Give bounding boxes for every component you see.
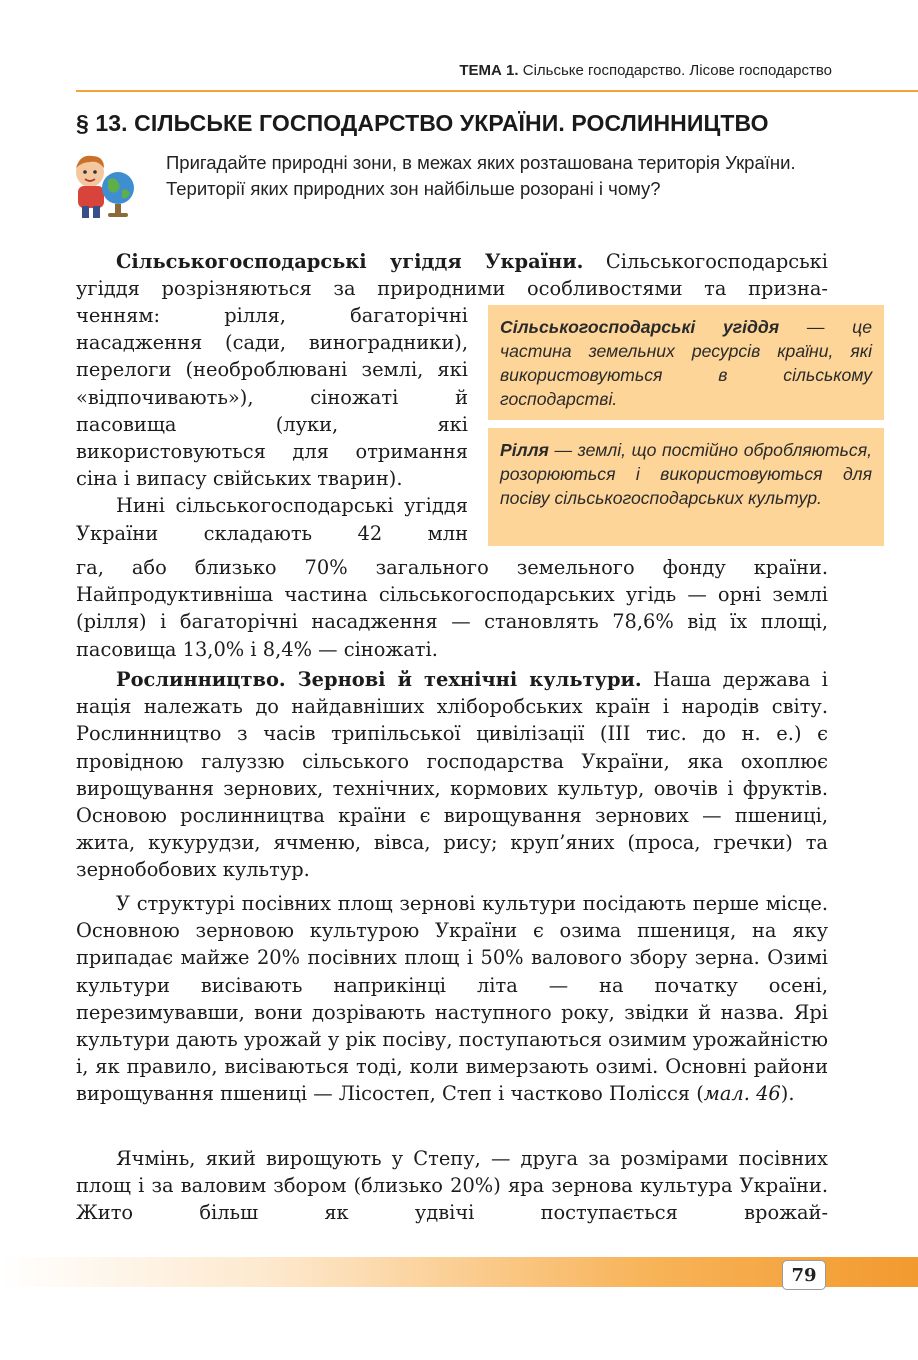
paragraph-1-lead-text: Сільськогосподарські угіддя розрізняються за природними особливостями та призна- xyxy=(76,250,828,301)
header-divider xyxy=(76,90,918,92)
topic-number: ТЕМА 1. xyxy=(459,62,519,79)
heading-agricultural-land: Сільськогосподарські угіддя України. xyxy=(116,250,584,273)
paragraph-3 xyxy=(76,890,828,1108)
paragraph-2 xyxy=(76,666,828,884)
paragraph-1-column-text: ченням: рілля, багаторічні насадження (сади, виноградники), перелоги (необроблювані землі, які «відпочивають»), сіножаті й пасовища (луки, які використовуються для отримання сіна і випасу свійських тварин). xyxy=(76,304,468,491)
paragraph-4-text: Ячмінь, який вирощують у Степу, — друга за розмірами посівних площ і за валовим збором (близько 20%) яра зернова культура України. Жито більш як удвічі поступається врожай- xyxy=(76,1147,828,1225)
heading-crop-production: Рослинництво. Зернові й технічні культури. xyxy=(116,668,642,691)
boy-with-globe-icon xyxy=(68,150,140,220)
definition-agricultural-land xyxy=(488,305,884,420)
definition-term: Сільськогосподарські угіддя xyxy=(500,317,780,337)
running-header xyxy=(0,62,832,79)
page-number: 79 xyxy=(782,1260,826,1290)
paragraph-3-end: ). xyxy=(780,1082,795,1106)
figure-reference: мал. 46 xyxy=(703,1082,781,1106)
intro-question: Пригадайте природні зони, в межах яких розташована територія України. Території яких природних зон найбільше розорані і чому? xyxy=(166,152,796,199)
paragraph-1-tail-text: га, або близько 70% загального земельного фонду країни. Найпродуктивніша частина сільськогосподарських угідь — орні землі (рілля) і багаторічні насадження — становлять 78,6% від їх площі, пасовища 13,0% і 8,4% — сіножаті. xyxy=(76,556,828,661)
paragraph-2-text: Наша держава і нація належать до найдавніших хліборобських країн і народів світу. Рослинництво з часів трипільської цивілізації (III тис. до н. е.) є провідною галуззю сільського господарства України, яка охоплює вирощування зернових, технічних, кормових культур, овочів і фруктів. Основою рослинництва країни є вирощування зернових — пшениці, жита, кукурудзи, ячменю, вівса, рису; круп’яних (проса, гречки) та зернобобових культур. xyxy=(76,668,828,882)
section-title: § 13. СІЛЬСЬКЕ ГОСПОДАРСТВО УКРАЇНИ. РОСЛИННИЦТВО xyxy=(76,110,769,136)
paragraph-1-lead xyxy=(76,248,828,302)
paragraph-4 xyxy=(76,1145,828,1227)
definition-text: — землі, що постійно обробляються, розорюються і використовуються для посіву сільськогосподарських культур. xyxy=(500,440,872,508)
paragraph-1-tail xyxy=(76,554,828,663)
definition-arable-land xyxy=(488,428,884,546)
topic-title: Сільське господарство. Лісове господарство xyxy=(522,62,832,79)
paragraph-1-column xyxy=(76,302,468,547)
footer-band xyxy=(0,1257,918,1287)
paragraph-1-column-text-2: Нині сільськогосподарські угіддя України складають 42 млн xyxy=(76,494,468,545)
paragraph-3-text: У структурі посівних площ зернові культури посідають перше місце. Основною зерновою культурою України є озима пшениця, на яку припадає майже 20% посівних площ і 50% валового збору зерна. Озимі культури висівають наприкінці літа — на початку осені, перезимувавши, вони дозрівають наступного року, звідки й назва. Ярі культури дають урожай у рік посіву, поступаються озимим урожайністю і, як правило, висіваються тоді, коли вимерзають озимі. Основні райони вирощування пшениці — Лісостеп, Степ і частково Полісся ( xyxy=(76,892,828,1106)
definition-text: — це частина земельних ресурсів країни, які використовуються в сільському господарстві. xyxy=(500,317,872,409)
definition-term: Рілля xyxy=(500,440,549,460)
